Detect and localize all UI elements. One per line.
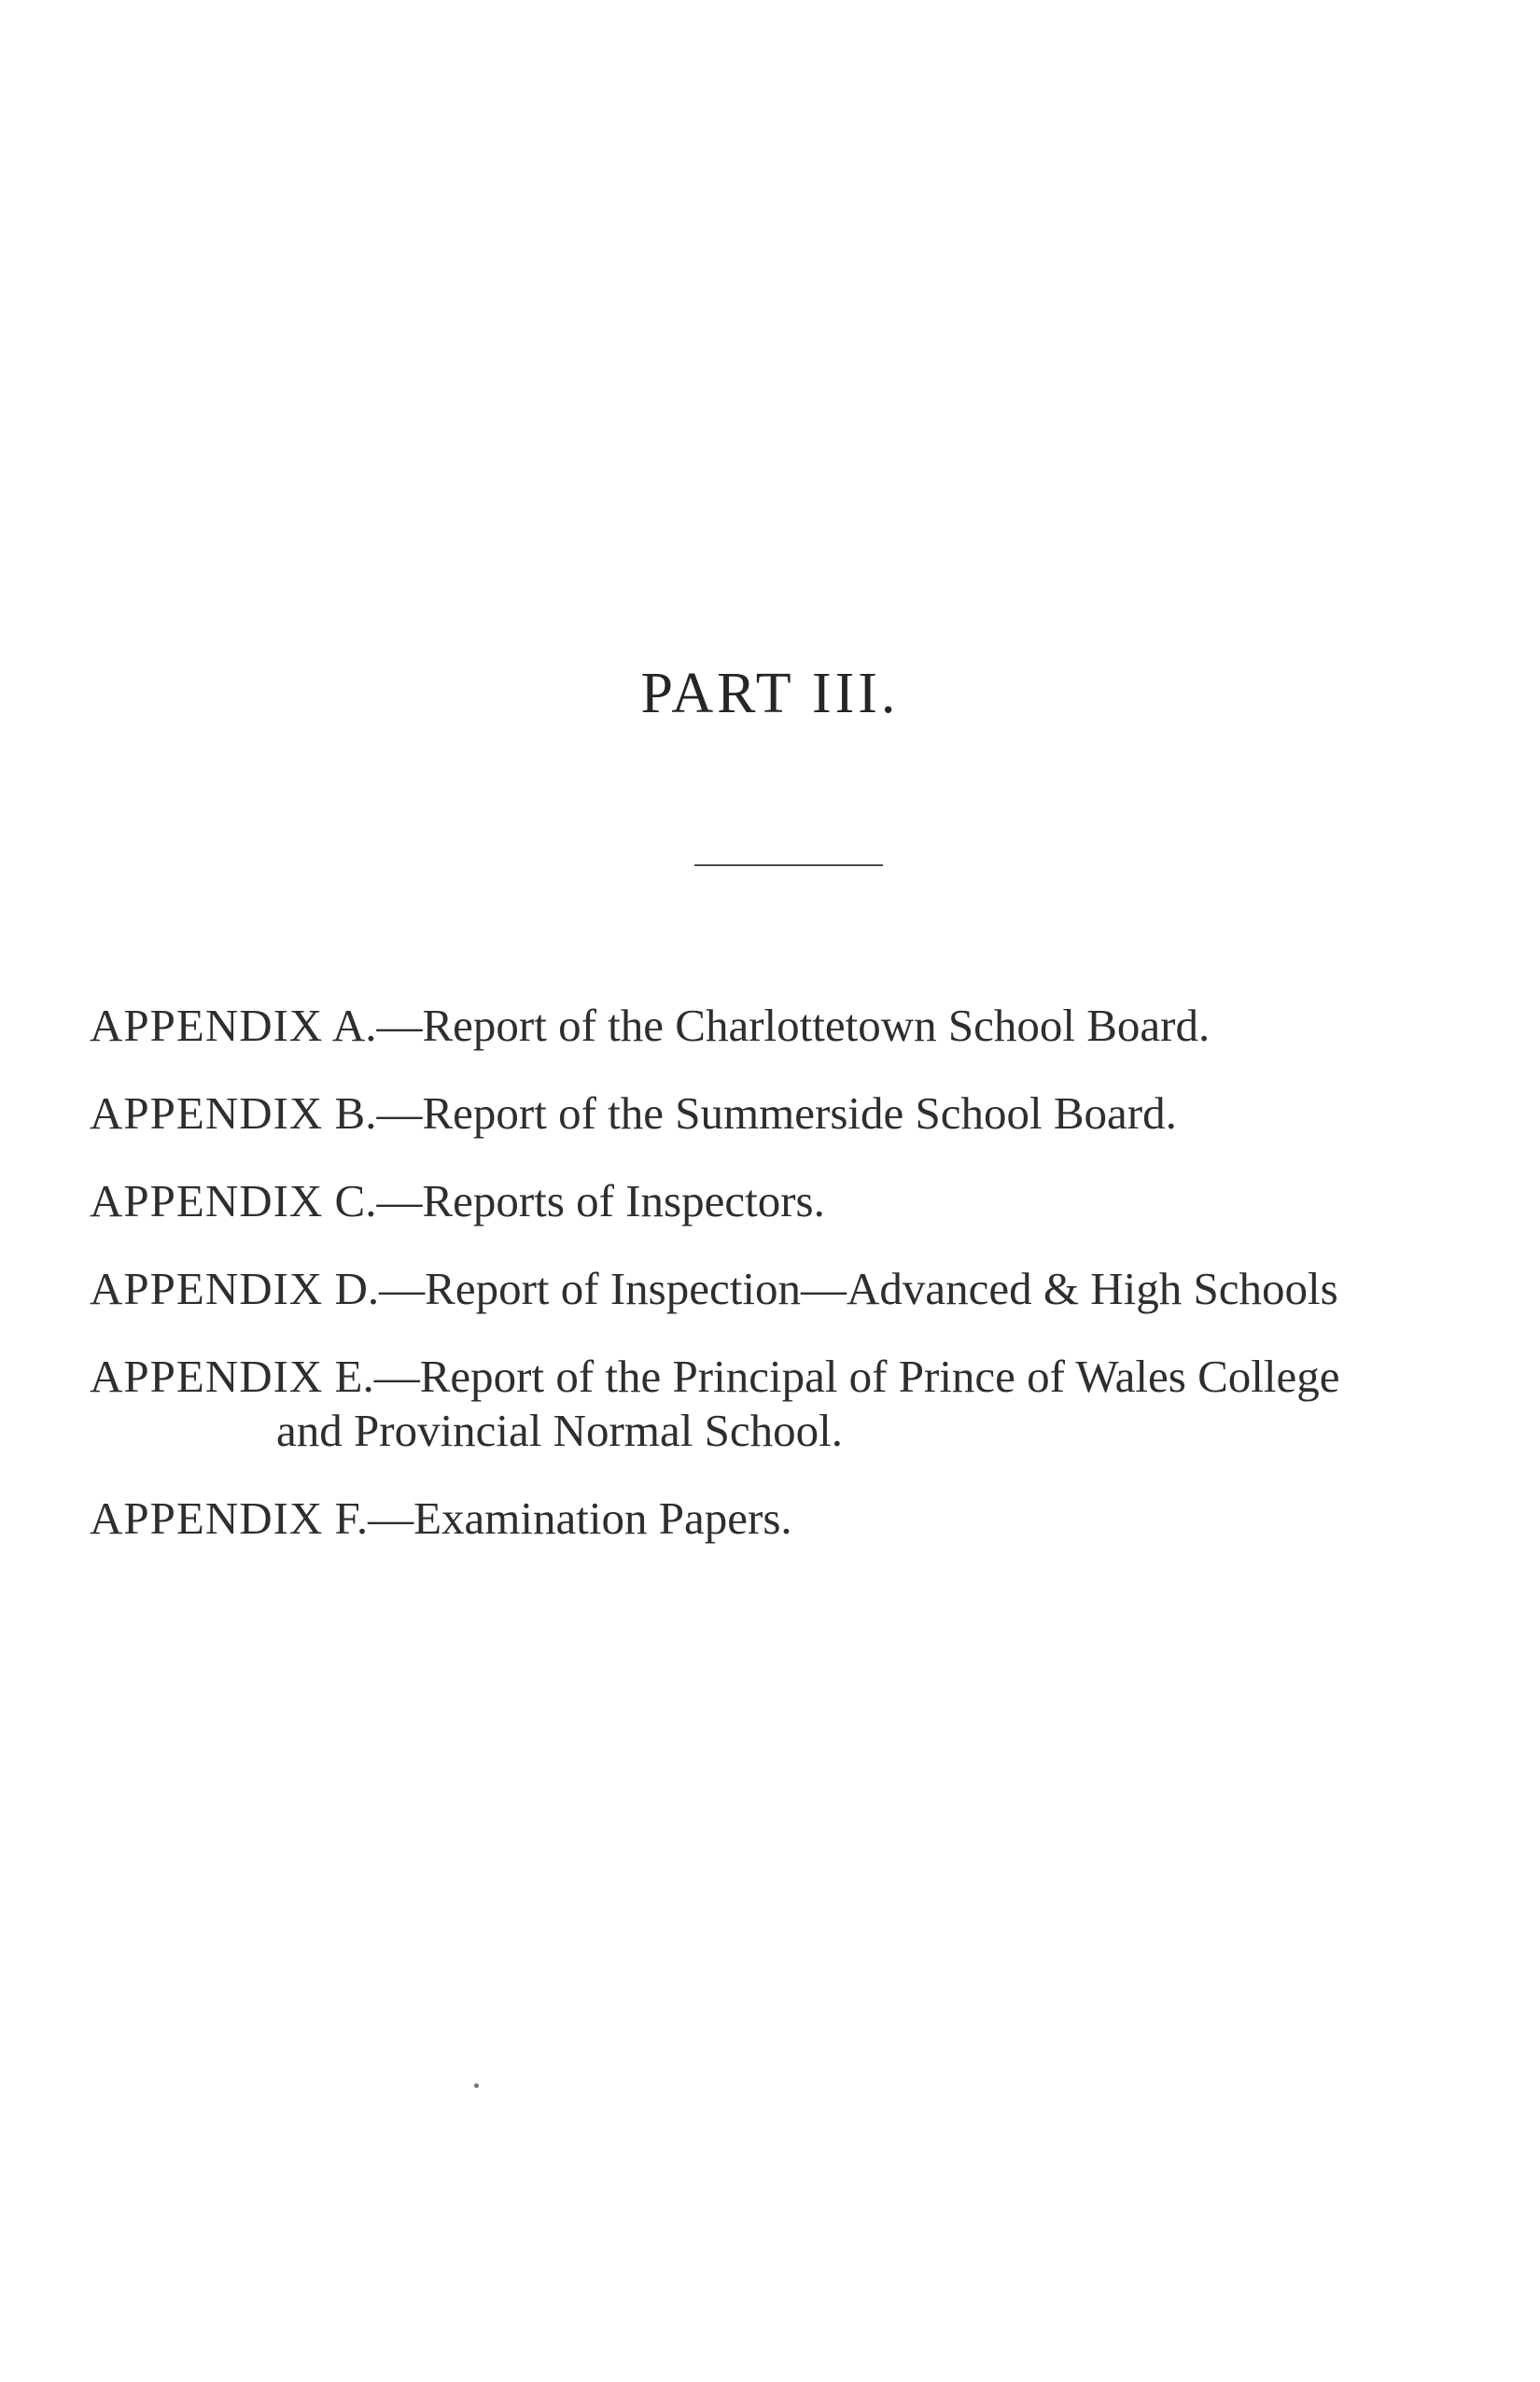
appendix-entry-c [90,1174,1508,1228]
appendix-label: APPENDIX [90,1087,324,1139]
appendix-title: D.—Report of Inspection—Advanced & High Schools [334,1263,1338,1314]
appendix-title-continuation: and Provincial Normal School. [276,1405,843,1456]
page-heading: PART III. [640,662,900,725]
appendix-title: A.—Report of the Charlottetown School Board. [331,1000,1211,1051]
appendix-entry-b [90,1086,1508,1141]
appendix-label: APPENDIX [90,1175,324,1226]
appendix-label: APPENDIX [90,1351,324,1402]
ink-speck [474,2083,479,2088]
appendix-title: E.—Report of the Principal of Prince of Wales College [334,1351,1340,1402]
appendix-entry-e [90,1350,1508,1458]
appendix-label: APPENDIX [90,1000,324,1051]
appendix-title: B.—Report of the Summerside School Board. [334,1087,1177,1139]
appendix-entry-d [90,1262,1508,1316]
appendix-entry-f [90,1492,1508,1546]
appendix-list [90,999,1508,1579]
appendix-title: F.—Examination Papers. [334,1492,792,1544]
horizontal-rule [694,864,883,866]
appendix-label: APPENDIX [90,1492,324,1544]
appendix-title: C.—Reports of Inspectors. [334,1175,825,1226]
appendix-entry-a [90,999,1508,1053]
appendix-label: APPENDIX [90,1263,324,1314]
